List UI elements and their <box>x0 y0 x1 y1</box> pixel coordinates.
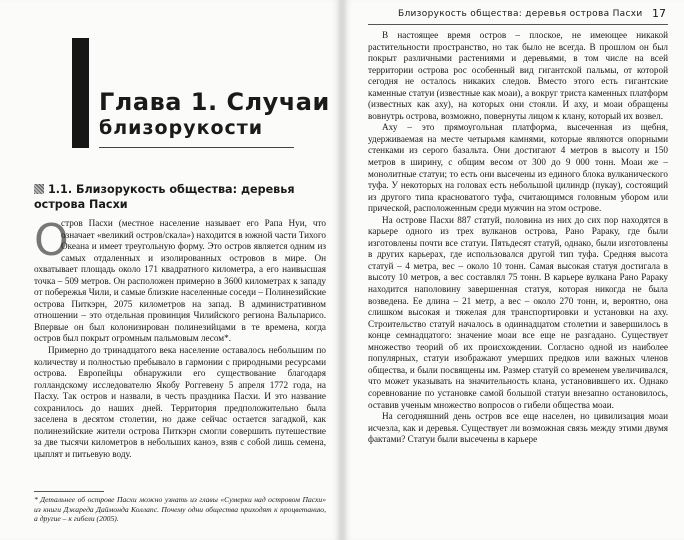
paragraph-text: стров Пасхи (местное население называет его Рапа Нуи, что означает «великий остров/скала») находится в южной части Тихого Океана и имеет треугольную форму. Это остров является одним из самых отдаленных и изолированных островов в мире. Он охватывает площадь около 171 квадратного километра, а его наивысшая точка – 509 метров. Он расположен примерно в 3600 километрах к западу от побережья Чили, и самые близкие населенные соседи – Полинезийские острова Питкэрн, 2075 километров на запад. В административном отношении – это отдельная провинция Чилийского региона Вальпарисо. Впервые он был колонизирован полинезийцами в те времена, когда остров был покрыт огромным пальмовым лесом*. <box>34 218 326 344</box>
section-title: 1.1. Близорукость общества: деревья острова Пасхи <box>34 183 295 211</box>
chapter-title: Глава 1. Случаи <box>99 88 330 116</box>
right-page <box>344 0 684 540</box>
chapter-bar <box>72 38 89 148</box>
paragraph: На сегодняшний день остров все еще населен, но цивилизация моаи исчезла, как и деревья. Существует ли возможная связь между этими двумя фактами? Статуи были высечены в карьере <box>368 411 668 445</box>
running-header <box>368 8 668 25</box>
right-body-text <box>368 30 668 446</box>
section-bullet-icon <box>34 184 44 194</box>
section-heading <box>34 182 324 212</box>
left-page <box>0 0 340 540</box>
left-body-text <box>34 215 326 460</box>
chapter-rule <box>99 147 294 148</box>
page-number: 17 <box>652 7 666 20</box>
running-head-title: Близорукость общества: деревья острова Пасхи <box>398 9 643 19</box>
paragraph: В настоящее время остров – плоское, не имеющее никакой растительности пространство, но так было не всегда. В прошлом он был покрыт различными растениями и деревьями, в том числе на всей территории острова рос особенный вид гигантской пальмы, от которой сегодня не осталось никаких следов. Вместо этого есть гигантские каменные статуи (известные как моаи), а вокруг триста каменных платформ (известных как аху), на которых они стояли. И аху, и моаи обращены вовнутрь острова, возможно, повернуты лицом к клану, который их возвел. <box>368 30 668 121</box>
chapter-subtitle: близорукости <box>99 117 264 139</box>
paragraph <box>34 215 326 345</box>
footnote: * Детальнее об острове Пасхи можно узнать из главы «Сумерки над островом Пасхи» из книги Джареда Даймонда Коллапс. Почему одни общества приходят к процветанию, а другие – к гибели (2005). <box>34 495 326 524</box>
footnote-rule <box>34 491 104 492</box>
paragraph: Примерно до тринадцатого века население оставалось небольшим по количеству и полностью пребывало в гармонии с природными ресурсами острова. Европейцы обнаружили его существование благодаря голландскому исследователю Якобу Роггевену 5 апреля 1772 года, на Пасху. Так остров и назвали, в честь праздника Пасхи. И это название сохранилось до наших дней. Территория предположительно была заселена в десятом столетии, но даже сейчас остается загадкой, как полинезийские жители острова Питкэрн смогли совершить путешествие за две тысячи километров в небольших каноэ, взяв с собой лишь семена, цыплят и питьевую воду. <box>34 345 326 459</box>
dropcap-letter <box>34 215 69 266</box>
paragraph: На острове Пасхи 887 статуй, половина из них до сих пор находятся в карьере одного из трех вулканов острова, Рано Рараку, где были изготовлены почти все статуи. Пятьдесят статуй, однако, были изготовлены в других карьерах, где использовался другой тип туфа. Средняя высота статуй – 4 метра, вес – около 10 тонн. Самая высокая статуя достигала в высоту 10 метров, а вес составлял 75 тонн. В карьере вулкана Рано Рараку находится наполовину завершенная статуя, которая никогда не была возведена. Ее длина – 21 метр, а вес – около 270 тонн, и, вероятно, она слишком высокая и тяжелая для транспортировки и установки на аху. Строительство статуй началось в одиннадцатом столетии и завершилось в конце семнадцатого: значение моаи все еще не разгадано. Существует множество теорий об их происхождении. Согласно одной из наиболее популярных, статуи изображают умерших предков или важных членов общества, и были посвящены им. Размер статуй со временем увеличивался, что может указывать на значительность клана, установившего их. Однако соревнование по установке самой большой статуи внезапно остановилось, оставив ученым множество вопросов о гибели общества моаи. <box>368 214 668 410</box>
paragraph: Аху – это прямоугольная платформа, высеченная из щебня, удерживаемая на месте четырьмя камнями, которые являются опорными стенками из серого базальта. Они достигают 4 метров в высоту и 150 метров в ширину, с общим весом от 300 до 9 000 тонн. Моаи же – монолитные статуи; то есть они высечены из единого блока вулканического туфа. У некоторых на головах есть небольшой цилиндр (пукау), состоящий из другого типа красноватого туфа, считающимся головным убором или прической, расположенным среди мужчин на этом острове. <box>368 122 668 214</box>
svg-text:О: О <box>34 215 69 266</box>
